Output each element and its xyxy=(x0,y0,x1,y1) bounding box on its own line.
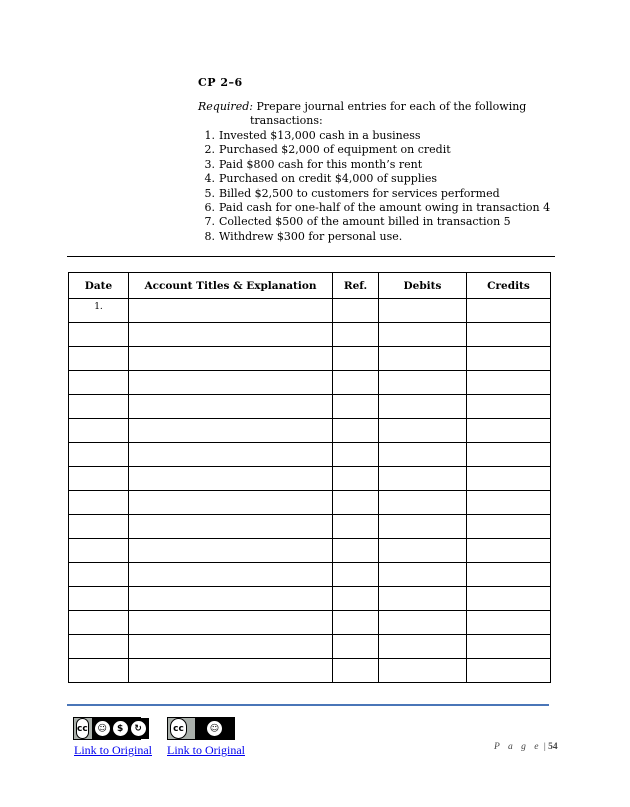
required-text: Prepare journal entries for each of the following xyxy=(256,100,527,113)
col-header-date: Date xyxy=(69,273,129,299)
list-number: 4. xyxy=(204,172,215,186)
table-row xyxy=(69,467,551,491)
required-instructions xyxy=(198,100,538,128)
ref-cell[interactable] xyxy=(333,395,379,419)
ref-cell[interactable] xyxy=(333,299,379,323)
list-item xyxy=(198,129,550,143)
transaction-list xyxy=(198,129,550,244)
table-row xyxy=(69,443,551,467)
credit-cell[interactable] xyxy=(467,299,551,323)
table-row xyxy=(69,563,551,587)
date-cell[interactable] xyxy=(69,467,129,491)
debit-cell[interactable] xyxy=(379,323,467,347)
list-number: 2. xyxy=(204,143,215,157)
credit-cell[interactable] xyxy=(467,659,551,683)
debit-cell[interactable] xyxy=(379,611,467,635)
list-item xyxy=(198,230,550,244)
by-icon: ☺ xyxy=(95,721,110,736)
debit-cell[interactable] xyxy=(379,563,467,587)
list-text: Paid cash for one-half of the amount owing in transaction 4 xyxy=(219,201,551,215)
list-item xyxy=(198,187,550,201)
ref-cell[interactable] xyxy=(333,323,379,347)
account-cell[interactable] xyxy=(129,395,333,419)
account-cell[interactable] xyxy=(129,467,333,491)
date-cell[interactable] xyxy=(69,419,129,443)
sa-icon: ↻ xyxy=(131,721,146,736)
table-row xyxy=(69,299,551,323)
table-row xyxy=(69,635,551,659)
date-cell[interactable] xyxy=(69,563,129,587)
cc-by-badge[interactable] xyxy=(167,717,235,740)
table-row xyxy=(69,491,551,515)
list-item xyxy=(198,158,550,172)
ref-cell[interactable] xyxy=(333,467,379,491)
ref-cell[interactable] xyxy=(333,443,379,467)
credit-cell[interactable] xyxy=(467,515,551,539)
table-row xyxy=(69,371,551,395)
table-row xyxy=(69,347,551,371)
list-text: Paid $800 cash for this month’s rent xyxy=(219,157,423,171)
ref-cell[interactable] xyxy=(333,563,379,587)
col-header-credits: Credits xyxy=(467,273,551,299)
debit-cell[interactable] xyxy=(379,491,467,515)
list-number: 6. xyxy=(204,201,215,215)
cc-by-nc-sa-badge[interactable] xyxy=(73,717,141,740)
credit-cell[interactable] xyxy=(467,443,551,467)
account-cell[interactable] xyxy=(129,659,333,683)
problem-heading: CP 2–6 xyxy=(198,76,243,89)
ref-cell[interactable] xyxy=(333,611,379,635)
by-icon: ☺ xyxy=(207,721,222,736)
page-separator: | xyxy=(543,742,546,752)
account-cell[interactable] xyxy=(129,323,333,347)
credit-cell[interactable] xyxy=(467,371,551,395)
account-cell[interactable] xyxy=(129,635,333,659)
debit-cell[interactable] xyxy=(379,515,467,539)
list-number: 8. xyxy=(204,229,215,243)
list-text: Invested $13,000 cash in a business xyxy=(219,129,421,142)
table-row xyxy=(69,659,551,683)
date-cell[interactable]: 1. xyxy=(69,299,129,323)
cc-icon: cc xyxy=(170,718,187,739)
credit-cell[interactable] xyxy=(467,587,551,611)
col-header-account-titles: Account Titles & Explanation xyxy=(129,273,333,299)
cc-icon: cc xyxy=(76,718,89,739)
date-cell[interactable] xyxy=(69,395,129,419)
journal-header-row xyxy=(69,273,551,299)
credit-cell[interactable] xyxy=(467,563,551,587)
ref-cell[interactable] xyxy=(333,347,379,371)
account-cell[interactable] xyxy=(129,539,333,563)
debit-cell[interactable] xyxy=(379,419,467,443)
credit-cell[interactable] xyxy=(467,611,551,635)
date-cell[interactable] xyxy=(69,635,129,659)
list-text: Collected $500 of the amount billed in transaction 5 xyxy=(219,215,511,229)
link-to-original-2[interactable]: Link to Original xyxy=(167,743,245,757)
list-item xyxy=(198,172,550,186)
date-cell[interactable] xyxy=(69,659,129,683)
list-item xyxy=(198,215,550,229)
credit-cell[interactable] xyxy=(467,539,551,563)
date-cell[interactable] xyxy=(69,587,129,611)
list-text: Billed $2,500 to customers for services performed xyxy=(219,186,500,200)
ref-cell[interactable] xyxy=(333,491,379,515)
account-cell[interactable] xyxy=(129,347,333,371)
ref-cell[interactable] xyxy=(333,659,379,683)
account-cell[interactable] xyxy=(129,515,333,539)
date-cell[interactable] xyxy=(69,371,129,395)
table-row xyxy=(69,587,551,611)
col-header-debits: Debits xyxy=(379,273,467,299)
page-number xyxy=(494,742,558,752)
debit-cell[interactable] xyxy=(379,395,467,419)
ref-cell[interactable] xyxy=(333,635,379,659)
credit-cell[interactable] xyxy=(467,419,551,443)
debit-cell[interactable] xyxy=(379,347,467,371)
credit-cell[interactable] xyxy=(467,635,551,659)
required-continuation: transactions: xyxy=(250,114,323,127)
date-cell[interactable] xyxy=(69,347,129,371)
credit-cell[interactable] xyxy=(467,395,551,419)
date-cell[interactable] xyxy=(69,611,129,635)
journal-body xyxy=(69,299,551,683)
link-to-original-1[interactable]: Link to Original xyxy=(74,743,152,757)
license-icons xyxy=(92,718,149,739)
page-number-value: 54 xyxy=(548,742,558,752)
credit-cell[interactable] xyxy=(467,467,551,491)
credit-cell[interactable] xyxy=(467,347,551,371)
list-number: 5. xyxy=(204,186,215,200)
account-cell[interactable] xyxy=(129,587,333,611)
account-cell[interactable] xyxy=(129,491,333,515)
table-row xyxy=(69,539,551,563)
list-number: 1. xyxy=(204,129,215,142)
ref-cell[interactable] xyxy=(333,515,379,539)
table-row xyxy=(69,395,551,419)
table-row xyxy=(69,419,551,443)
table-row xyxy=(69,323,551,347)
list-text: Purchased $2,000 of equipment on credit xyxy=(219,143,451,157)
date-cell[interactable] xyxy=(69,323,129,347)
debit-cell[interactable] xyxy=(379,635,467,659)
debit-cell[interactable] xyxy=(379,371,467,395)
date-cell[interactable] xyxy=(69,491,129,515)
account-cell[interactable] xyxy=(129,563,333,587)
license-icons xyxy=(195,718,234,739)
table-row xyxy=(69,515,551,539)
section-divider xyxy=(67,256,555,257)
list-item xyxy=(198,143,550,157)
account-cell[interactable] xyxy=(129,299,333,323)
debit-cell[interactable] xyxy=(379,539,467,563)
debit-cell[interactable] xyxy=(379,659,467,683)
account-cell[interactable] xyxy=(129,443,333,467)
list-text: Withdrew $300 for personal use. xyxy=(219,229,403,243)
footer-divider xyxy=(67,704,549,706)
debit-cell[interactable] xyxy=(379,443,467,467)
account-cell[interactable] xyxy=(129,371,333,395)
ref-cell[interactable] xyxy=(333,371,379,395)
list-text: Purchased on credit $4,000 of supplies xyxy=(219,172,438,186)
debit-cell[interactable] xyxy=(379,587,467,611)
debit-cell[interactable] xyxy=(379,299,467,323)
journal-table xyxy=(68,272,551,683)
required-label: Required: xyxy=(198,100,253,113)
account-cell[interactable] xyxy=(129,419,333,443)
list-item xyxy=(198,201,550,215)
list-number: 7. xyxy=(204,215,215,229)
ref-cell[interactable] xyxy=(333,587,379,611)
page-label: P a g e xyxy=(494,742,542,752)
account-cell[interactable] xyxy=(129,611,333,635)
debit-cell[interactable] xyxy=(379,467,467,491)
ref-cell[interactable] xyxy=(333,419,379,443)
col-header-ref: Ref. xyxy=(333,273,379,299)
table-row xyxy=(69,611,551,635)
list-number: 3. xyxy=(204,157,215,171)
credit-cell[interactable] xyxy=(467,323,551,347)
credit-cell[interactable] xyxy=(467,491,551,515)
date-cell[interactable] xyxy=(69,539,129,563)
date-cell[interactable] xyxy=(69,515,129,539)
date-cell[interactable] xyxy=(69,443,129,467)
nc-icon: $ xyxy=(113,721,128,736)
ref-cell[interactable] xyxy=(333,539,379,563)
